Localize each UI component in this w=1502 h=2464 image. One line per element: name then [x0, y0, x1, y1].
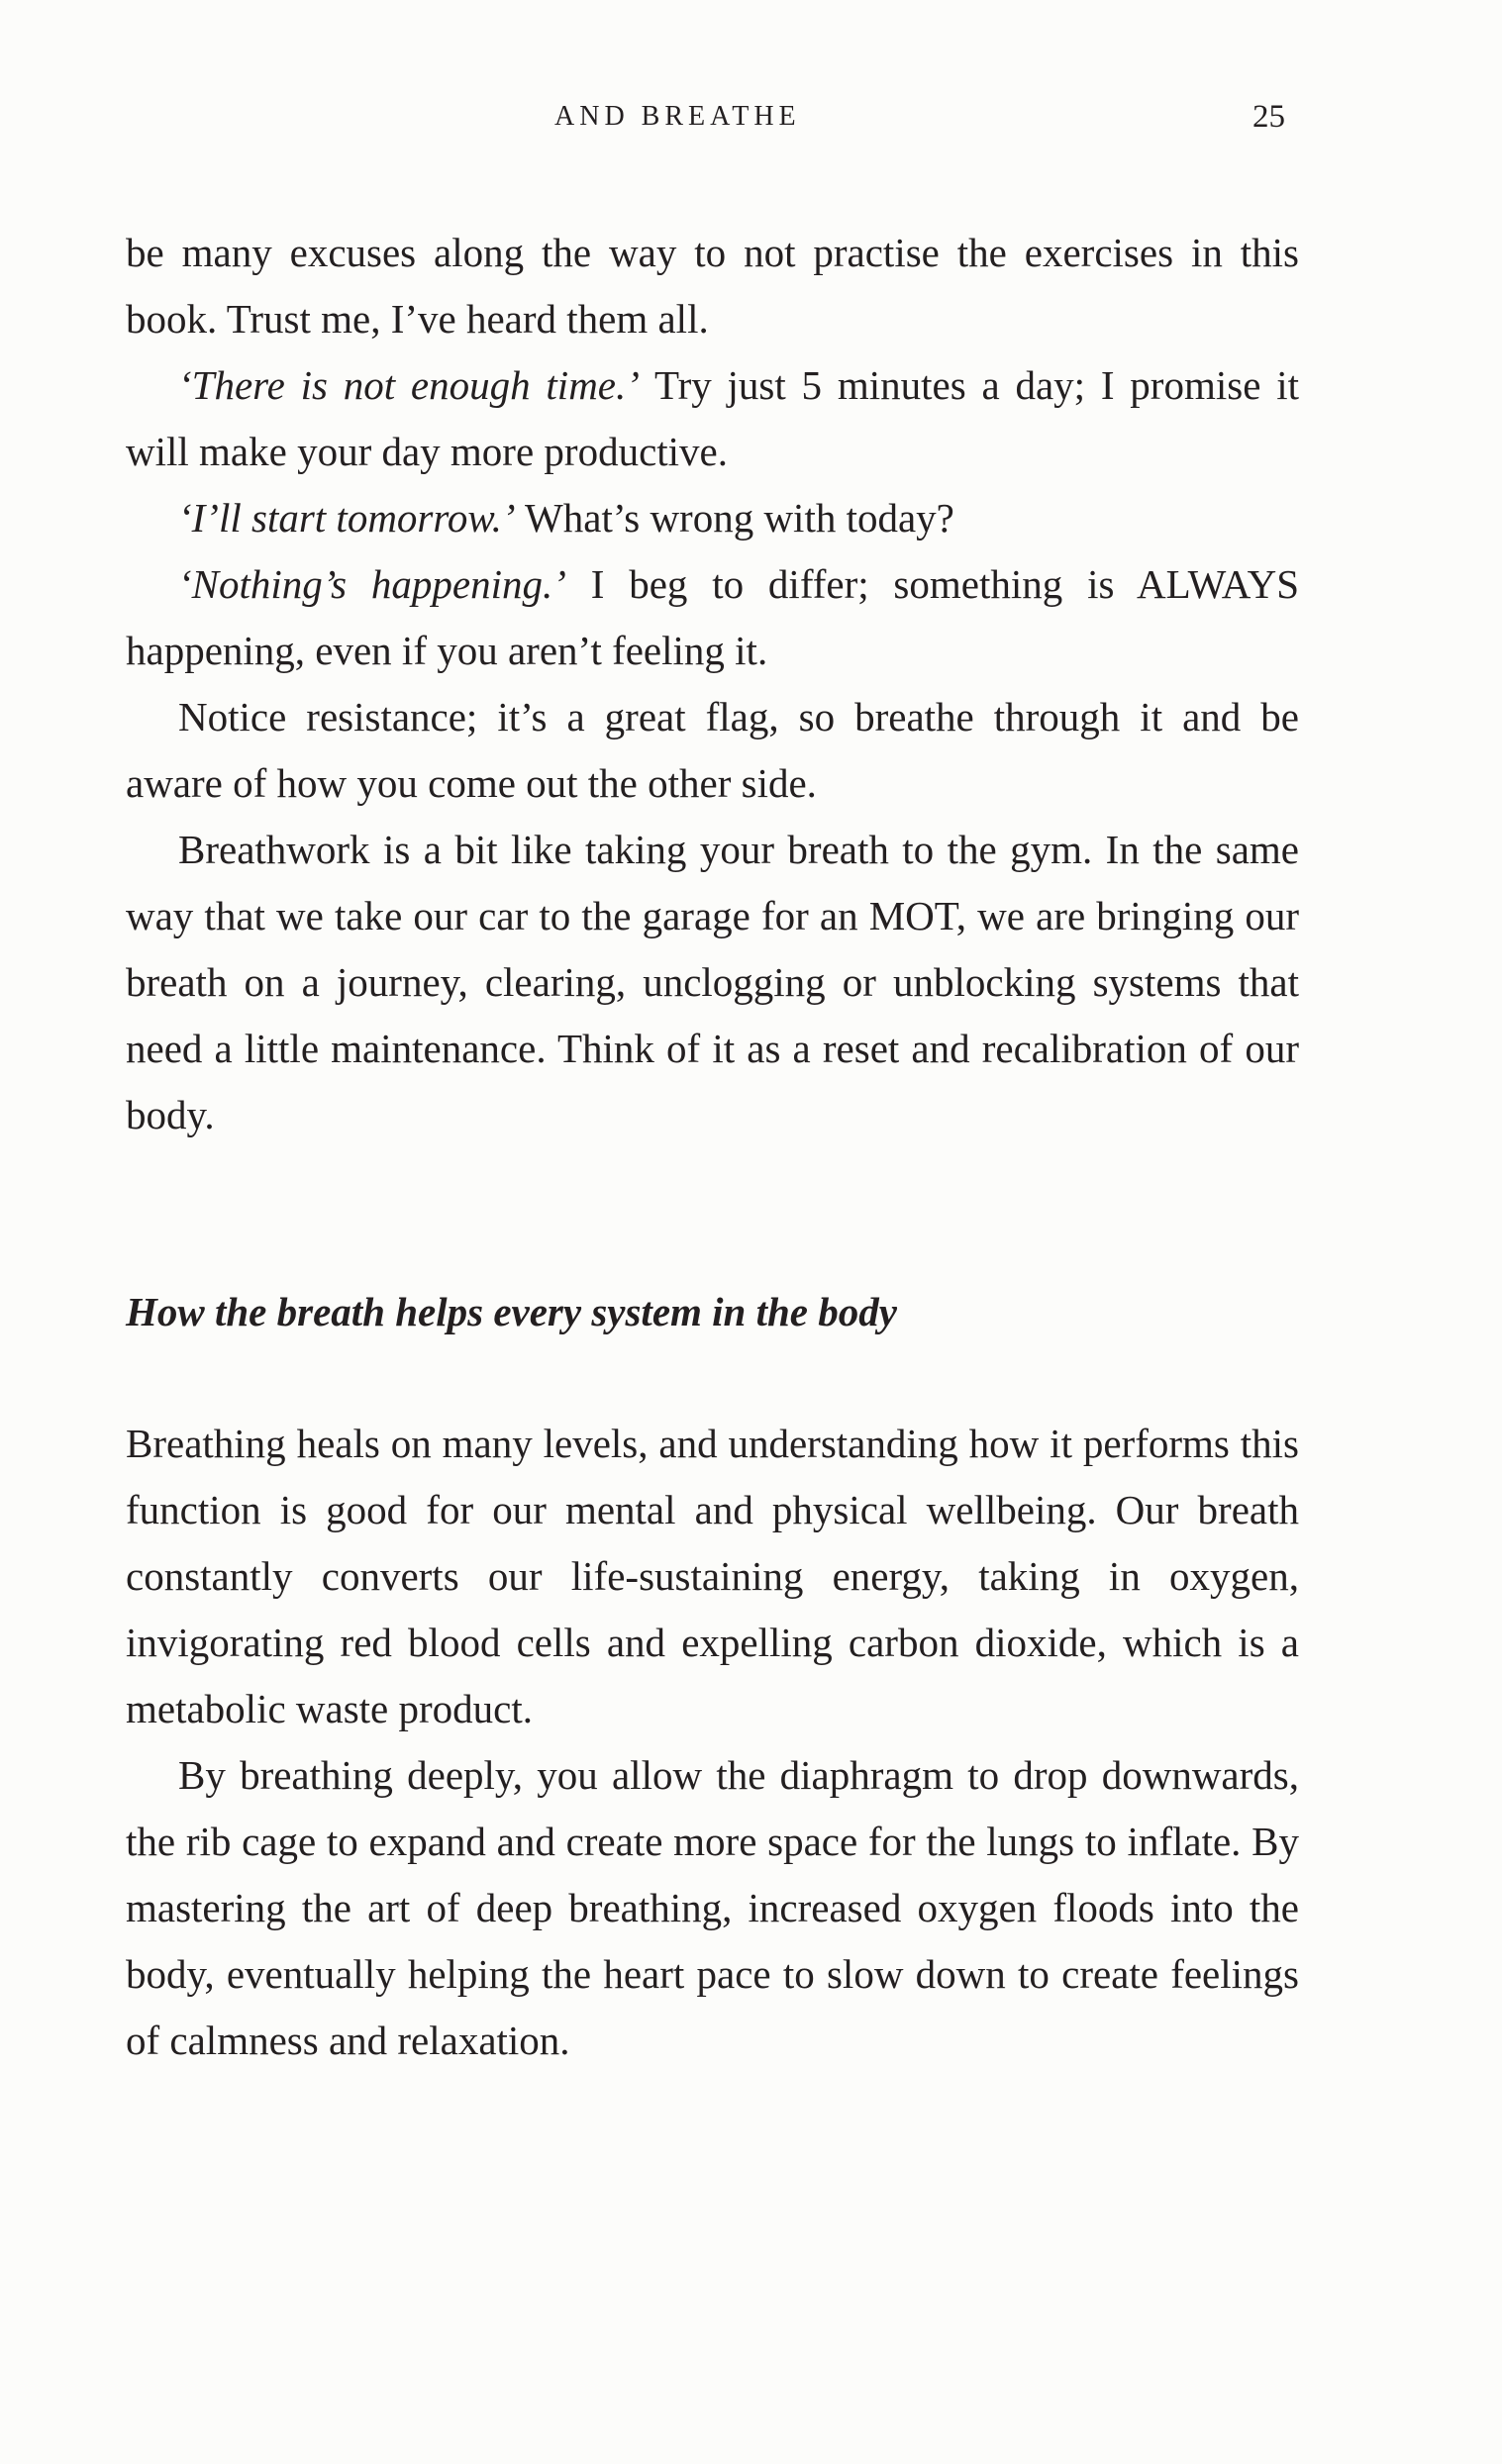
response-excuse-tomorrow: What’s wrong with today? [515, 495, 954, 541]
paragraph-breathwork-gym: Breathwork is a bit like taking your breath to the gym. In the same way that we take our car to the garage for an MOT, we are bringing our breath on a journey, clearing, unclogging or unblocking systems that need a little maintenance. Think of it as a reset and recalibration of our body. [126, 827, 1299, 1137]
response-excuse-nothing: I beg to differ; something is ALWAYS happening, even if you aren’t feeling it. [126, 561, 1299, 673]
quote-excuse-tomorrow: ‘I’ll start tomorrow.’ [178, 495, 516, 541]
running-head-title: AND BREATHE [554, 101, 801, 132]
response-excuse-time: Try just 5 minutes a day; I promise it will make your day more productive. [126, 362, 1299, 474]
paragraph-excuse-time [126, 352, 1299, 485]
quote-excuse-nothing: ‘Nothing’s happening.’ [178, 561, 566, 607]
body-text-section-1 [126, 220, 1299, 1148]
paragraph-continued: be many excuses along the way to not practise the exercises in this book. Trust me, I’ve heard them all. [126, 230, 1299, 342]
paragraph-excuse-tomorrow [126, 485, 1299, 551]
paragraph-excuse-nothing [126, 551, 1299, 684]
page-number: 25 [1252, 99, 1285, 135]
quote-excuse-time: ‘There is not enough time.’ [178, 362, 640, 408]
paragraph-deep-breathing: By breathing deeply, you allow the diaphragm to drop downwards, the rib cage to expand and create more space for the lungs to inflate. By mastering the art of deep breathing, increased oxygen floods into the body, eventually helping the heart pace to slow down to create feelings of calmness and relaxation. [126, 1752, 1299, 2063]
paragraph-breathing-heals: Breathing heals on many levels, and understanding how it performs this function is good for our mental and physical wellbeing. Our breath constantly converts our life-sustaining energy, taking in oxygen, invigorating red blood cells and expelling carbon dioxide, which is a metabolic waste product. [126, 1421, 1299, 1731]
paragraph-resistance: Notice resistance; it’s a great flag, so breathe through it and be aware of how you come out the other side. [126, 694, 1299, 806]
section-heading: How the breath helps every system in the body [126, 1289, 897, 1334]
body-text-section-2 [126, 1411, 1299, 2074]
running-head [0, 97, 1502, 137]
